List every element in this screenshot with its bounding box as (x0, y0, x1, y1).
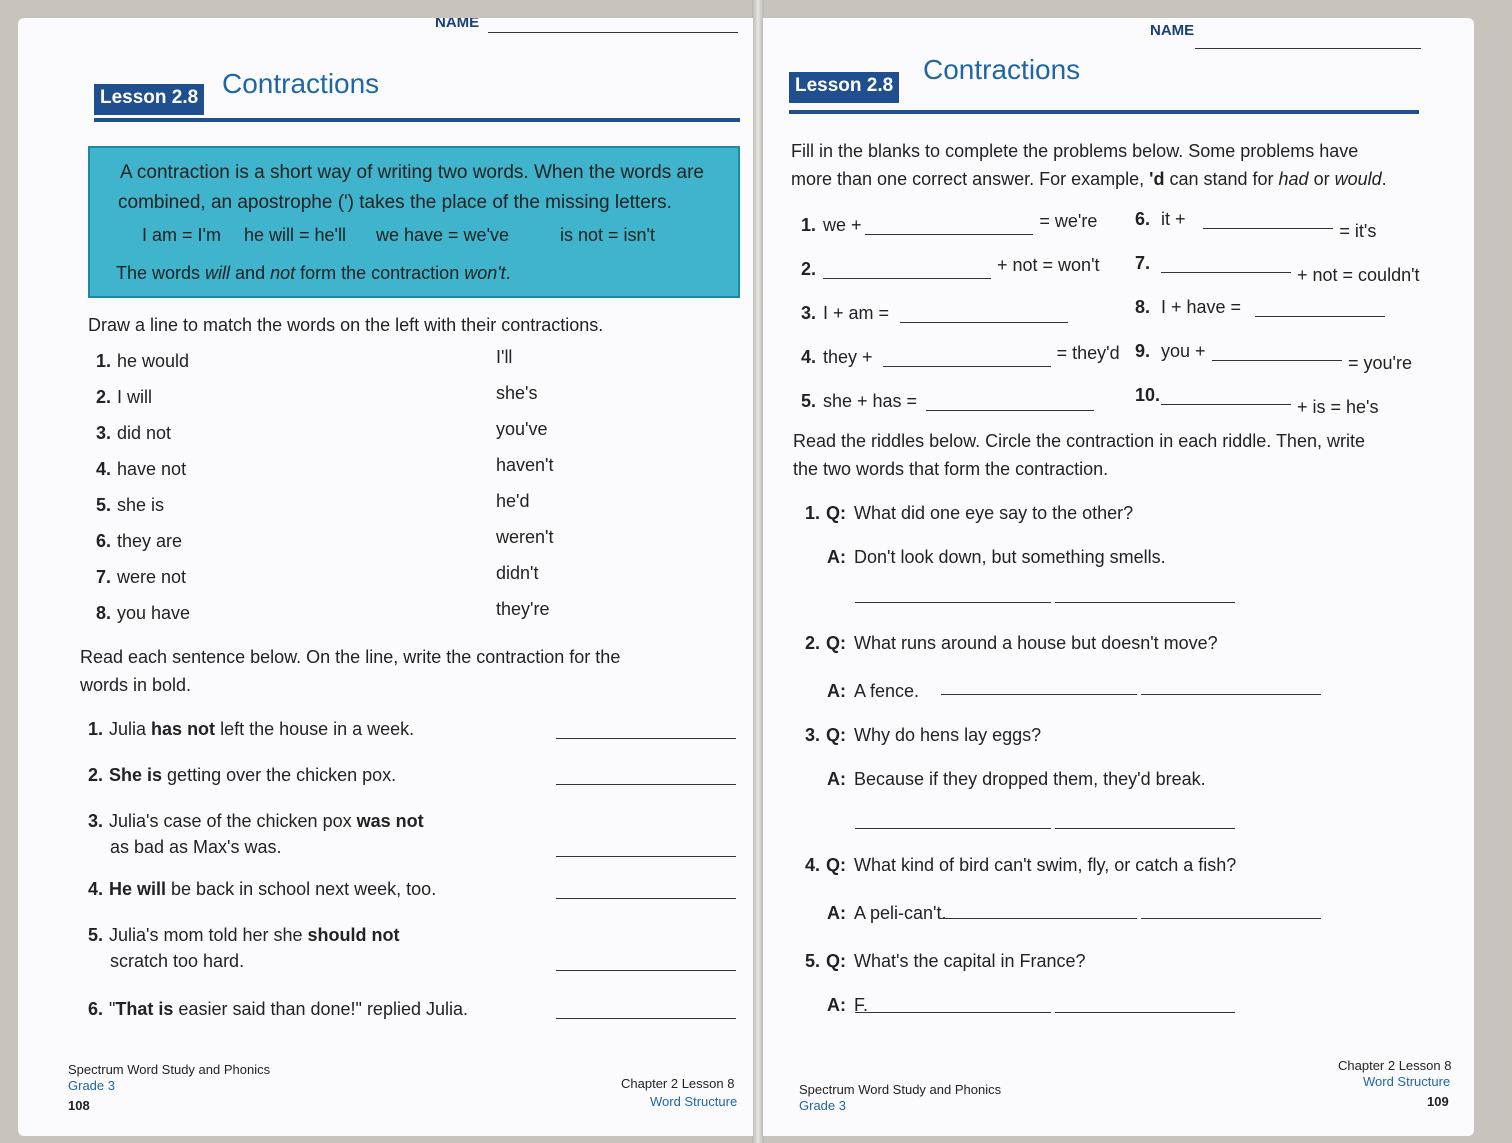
sentence-line-2: scratch too hard. (110, 951, 245, 971)
sentence-bold: was not (356, 811, 424, 831)
answer-blank[interactable] (941, 694, 1137, 695)
name-label: NAME (1150, 22, 1195, 39)
match-right-item[interactable]: didn't (496, 563, 539, 583)
fill-blank[interactable] (1203, 228, 1333, 229)
item-number: 5. (801, 391, 817, 411)
item-number: 4. (96, 459, 112, 479)
sentence-post: left the house in a week. (215, 719, 415, 739)
sentence-pre: Julia's mom told her she (109, 925, 308, 945)
answer-blank[interactable] (1141, 694, 1321, 695)
item-number: 1. (88, 719, 104, 739)
footer-series: Spectrum Word Study and Phonics (799, 1082, 1002, 1097)
title-rule (789, 110, 1419, 114)
item-text: did not (117, 423, 172, 443)
item-number: 2. (801, 259, 817, 279)
item-number: 1. (805, 503, 821, 523)
item-number: 4. (88, 879, 104, 899)
sentence-item (88, 764, 396, 786)
footer-section: Word Structure (650, 1094, 738, 1109)
a-label: A: (827, 547, 846, 567)
fill-blank[interactable] (883, 366, 1051, 367)
fill-before: it + (1161, 209, 1186, 229)
match-right-item[interactable]: you've (496, 419, 548, 439)
footer-grade: Grade 3 (799, 1098, 846, 1113)
fill-after: + is = he's (1297, 397, 1379, 417)
match-right-item[interactable]: I'll (496, 347, 513, 367)
fill-blank[interactable] (1161, 404, 1291, 405)
definition-callout (88, 146, 740, 298)
match-left-item[interactable] (96, 422, 171, 444)
riddle-question (805, 854, 1236, 876)
answer-blank[interactable] (556, 970, 736, 971)
footer-page-number: 108 (68, 1098, 90, 1113)
item-number: 3. (801, 303, 817, 323)
item-text: she is (117, 495, 165, 515)
answer-blank[interactable] (1055, 828, 1235, 829)
fill-before: she + has = (823, 391, 918, 411)
sentence-bold: That is (115, 999, 174, 1019)
footer-chapter: Chapter 2 Lesson 8 (1338, 1058, 1452, 1073)
sentence-item (88, 878, 436, 900)
fill-after: + not = won't (997, 255, 1100, 275)
fill-blank[interactable] (1255, 316, 1385, 317)
match-right-item[interactable]: she's (496, 383, 538, 403)
answer-text: Don't look down, but something smells. (854, 547, 1166, 567)
item-number: 1. (801, 215, 817, 235)
item-number: 10. (1135, 385, 1161, 405)
item-number: 6. (1135, 209, 1151, 229)
match-instruction: Draw a line to match the words on the left with their contractions. (88, 315, 604, 335)
answer-blank[interactable] (855, 602, 1051, 603)
sentence-bold: should not (307, 925, 400, 945)
item-number: 2. (96, 387, 112, 407)
sentence-pre: " (109, 999, 116, 1019)
answer-blank[interactable] (1055, 602, 1235, 603)
answer-blank[interactable] (1055, 1012, 1235, 1013)
answer-text: A fence. (854, 681, 920, 701)
fill-before: I + have = (1161, 297, 1242, 317)
fill-blank[interactable] (1161, 272, 1291, 273)
item-text: they are (117, 531, 183, 551)
footer-page-number: 109 (1427, 1094, 1449, 1109)
fill-after: = it's (1339, 221, 1377, 241)
lesson-title: Contractions (923, 54, 1081, 85)
answer-blank[interactable] (1141, 918, 1321, 919)
riddle-question (805, 724, 1041, 746)
answer-text: F. (854, 995, 869, 1015)
item-number: 3. (96, 423, 112, 443)
callout-example: we have = we've (376, 225, 510, 245)
question-text: What kind of bird can't swim, fly, or catch a fish? (854, 855, 1237, 875)
sentences-instruction-2: words in bold. (80, 675, 192, 695)
lesson-badge: Lesson 2.8 (94, 84, 204, 115)
q-label: Q: (826, 633, 847, 653)
item-number: 8. (1135, 297, 1151, 317)
match-right-item[interactable]: he'd (496, 491, 530, 511)
fill-blank[interactable] (900, 322, 1068, 323)
sentence-line-2: as bad as Max's was. (110, 837, 282, 857)
q-label: Q: (826, 855, 847, 875)
item-number: 2. (88, 765, 104, 785)
sentence-item (88, 998, 468, 1020)
sentence-bold: She is (109, 765, 163, 785)
fill-instruction-1: Fill in the blanks to complete the problems below. Some problems have (791, 141, 1359, 161)
answer-blank[interactable] (556, 898, 736, 899)
item-number: 4. (805, 855, 821, 875)
item-text: have not (117, 459, 187, 479)
sentence-item (88, 924, 400, 946)
answer-blank[interactable] (855, 828, 1051, 829)
item-number: 5. (96, 495, 112, 515)
name-label: NAME (435, 18, 480, 31)
footer-chapter: Chapter 2 Lesson 8 (621, 1076, 735, 1091)
fill-blank[interactable] (1212, 360, 1342, 361)
fill-blank[interactable] (926, 410, 1094, 411)
item-number: 3. (88, 811, 104, 831)
sentence-item (88, 810, 424, 832)
name-blank[interactable] (1195, 48, 1421, 49)
match-left-item[interactable] (96, 530, 182, 552)
callout-example: I am = I'm (142, 225, 221, 245)
match-right-item[interactable]: they're (496, 599, 550, 619)
callout-example: is not = isn't (560, 225, 655, 245)
answer-blank[interactable] (556, 856, 736, 857)
answer-blank[interactable] (855, 1012, 1051, 1013)
a-label: A: (827, 769, 846, 789)
fill-before: I + am = (823, 303, 890, 323)
riddle-answer (827, 768, 1206, 790)
item-number: 6. (88, 999, 104, 1019)
fill-after: = we're (1039, 211, 1098, 231)
left-page (18, 18, 753, 1136)
question-text: What runs around a house but doesn't move? (854, 633, 1218, 653)
a-label: A: (827, 903, 846, 923)
match-left-item[interactable] (96, 602, 190, 624)
match-left-item[interactable] (96, 494, 164, 516)
item-number: 7. (1135, 253, 1151, 273)
answer-text: Because if they dropped them, they'd break. (854, 769, 1206, 789)
sentence-item (88, 718, 414, 740)
right-page (763, 18, 1474, 1136)
match-left-item[interactable] (96, 350, 189, 372)
question-text: Why do hens lay eggs? (854, 725, 1042, 745)
fill-after: + not = couldn't (1297, 265, 1420, 285)
fill-after: = they'd (1056, 343, 1120, 363)
item-number: 2. (805, 633, 821, 653)
riddle-question (805, 502, 1133, 524)
match-left-item[interactable] (96, 458, 186, 480)
name-blank[interactable] (488, 32, 738, 33)
callout-line-2: combined, an apostrophe (') takes the place of the missing letters. (118, 192, 672, 213)
item-number: 5. (805, 951, 821, 971)
answer-blank[interactable] (556, 784, 736, 785)
riddle-question (805, 950, 1086, 972)
footer-section: Word Structure (1363, 1074, 1451, 1089)
sentence-post: be back in school next week, too. (166, 879, 437, 899)
match-left-item[interactable] (96, 566, 186, 588)
question-text: What did one eye say to the other? (854, 503, 1134, 523)
riddle-question (805, 632, 1218, 654)
sentence-bold: He will (109, 879, 167, 899)
answer-blank[interactable] (941, 918, 1137, 919)
item-number: 5. (88, 925, 104, 945)
sentence-bold: has not (151, 719, 216, 739)
fill-before: you + (1161, 341, 1206, 361)
callout-line-1: A contraction is a short way of writing two words. When the words are (120, 162, 704, 183)
item-number: 3. (805, 725, 821, 745)
item-number: 9. (1135, 341, 1151, 361)
item-number: 1. (96, 351, 112, 371)
match-right-item[interactable]: weren't (496, 527, 554, 547)
callout-note: The words will and not form the contraction won't. (116, 263, 511, 283)
answer-blank[interactable] (556, 738, 736, 739)
fill-blank[interactable] (865, 234, 1033, 235)
q-label: Q: (826, 951, 847, 971)
a-label: A: (827, 995, 846, 1015)
item-number: 6. (96, 531, 112, 551)
match-left-item[interactable] (96, 386, 152, 408)
footer-grade: Grade 3 (68, 1078, 115, 1093)
fill-after: = you're (1348, 353, 1412, 373)
item-text: I will (117, 387, 153, 407)
sentence-post: easier said than done!" replied Julia. (173, 999, 468, 1019)
lesson-title: Contractions (222, 68, 380, 99)
fill-before: they + (823, 347, 873, 367)
answer-text: A peli-can't. (854, 903, 947, 923)
fill-instruction-2: more than one correct answer. For example, 'd can stand for had or would. (791, 169, 1387, 189)
item-number: 7. (96, 567, 112, 587)
footer-series: Spectrum Word Study and Phonics (68, 1062, 271, 1077)
fill-blank[interactable] (823, 278, 991, 279)
item-text: he would (117, 351, 190, 371)
item-text: were not (117, 567, 187, 587)
item-number: 4. (801, 347, 817, 367)
riddles-instruction-1: Read the riddles below. Circle the contraction in each riddle. Then, write (793, 431, 1365, 451)
q-label: Q: (826, 725, 847, 745)
answer-blank[interactable] (556, 1018, 736, 1019)
q-label: Q: (826, 503, 847, 523)
sentence-pre: Julia's case of the chicken pox (109, 811, 357, 831)
title-rule (94, 118, 740, 122)
question-text: What's the capital in France? (854, 951, 1086, 971)
riddle-answer (827, 546, 1166, 568)
sentence-pre: Julia (109, 719, 152, 739)
riddle-answer (827, 902, 947, 924)
callout-example: he will = he'll (244, 225, 346, 245)
item-number: 8. (96, 603, 112, 623)
item-text: you have (117, 603, 191, 623)
sentence-post: getting over the chicken pox. (162, 765, 397, 785)
match-right-item[interactable]: haven't (496, 455, 554, 475)
lesson-badge: Lesson 2.8 (789, 72, 899, 103)
fill-before: we + (823, 215, 862, 235)
a-label: A: (827, 681, 846, 701)
sentences-instruction-1: Read each sentence below. On the line, write the contraction for the (80, 647, 621, 667)
riddles-instruction-2: the two words that form the contraction. (793, 459, 1109, 479)
riddle-answer (827, 680, 919, 702)
